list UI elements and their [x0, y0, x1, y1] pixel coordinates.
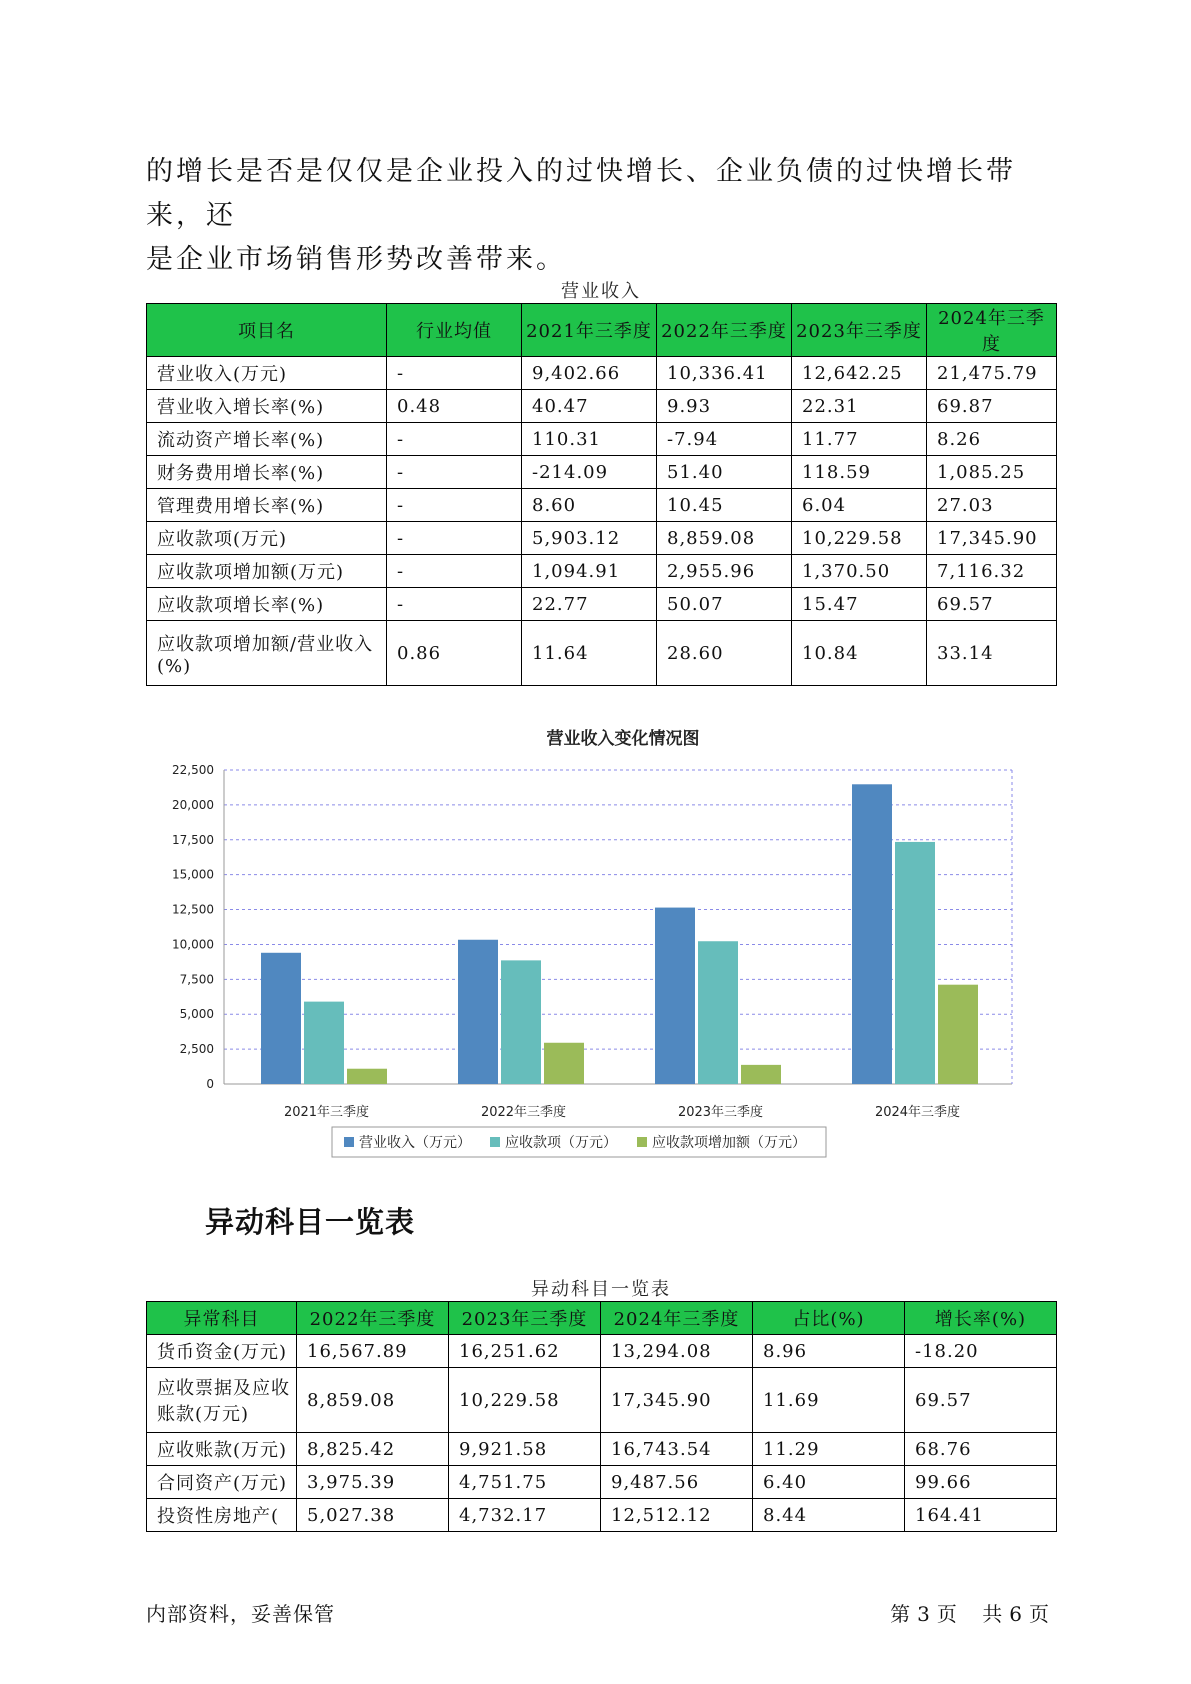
y-tick-label: 17,500: [172, 832, 214, 847]
table-cell: -214.09: [522, 456, 657, 489]
table-cell: 5,027.38: [297, 1499, 449, 1532]
table-cell: -: [387, 555, 522, 588]
table-cell: 8.44: [753, 1499, 905, 1532]
legend-swatch: [637, 1137, 647, 1147]
header-cell: 2024年三季度: [601, 1302, 753, 1335]
x-tick-label: 2024年三季度: [874, 1105, 961, 1120]
table-cell: 2,955.96: [657, 555, 792, 588]
table-cell: 财务费用增长率(%): [147, 456, 387, 489]
table-cell: 应收款项增长率(%): [147, 588, 387, 621]
footer-confidential-note: 内部资料，妥善保管: [146, 1602, 335, 1626]
header-cell: 2024年三季度: [927, 304, 1057, 357]
table-cell: 13,294.08: [601, 1335, 753, 1368]
table-cell: 21,475.79: [927, 357, 1057, 390]
table-cell: 9.93: [657, 390, 792, 423]
table-cell: 10,229.58: [792, 522, 927, 555]
table-row: [147, 390, 1057, 423]
table-cell: 应收款项(万元): [147, 522, 387, 555]
table-cell: 16,251.62: [449, 1335, 601, 1368]
table-cell: 9,921.58: [449, 1433, 601, 1466]
table-cell: 合同资产(万元): [147, 1466, 297, 1499]
table-cell: 11.77: [792, 423, 927, 456]
table-cell: 8,859.08: [297, 1368, 449, 1433]
table2-caption: 异动科目一览表: [531, 1279, 671, 1300]
table-cell: 15.47: [792, 588, 927, 621]
bar: [304, 1002, 344, 1084]
table-row: [147, 1499, 1057, 1532]
header-cell: 2021年三季度: [522, 304, 657, 357]
table-cell: 货币资金(万元): [147, 1335, 297, 1368]
header-cell: 2022年三季度: [297, 1302, 449, 1335]
table-cell: -: [387, 489, 522, 522]
bar: [544, 1043, 584, 1084]
table-cell: 22.77: [522, 588, 657, 621]
page-indicator: [887, 1598, 1053, 1627]
table-cell: -: [387, 522, 522, 555]
header-cell: 占比(%): [753, 1302, 905, 1335]
table-cell: 17,345.90: [927, 522, 1057, 555]
total-pages: 6: [1009, 1602, 1023, 1626]
table-cell: 4,751.75: [449, 1466, 601, 1499]
table-cell: 应收账款(万元): [147, 1433, 297, 1466]
table-cell: -7.94: [657, 423, 792, 456]
table-cell: 1,085.25: [927, 456, 1057, 489]
bar: [698, 941, 738, 1084]
table-cell: 33.14: [927, 621, 1057, 686]
table-cell: 6.04: [792, 489, 927, 522]
table-cell: 8,859.08: [657, 522, 792, 555]
header-cell: 异常科目: [147, 1302, 297, 1335]
intro-paragraph: [146, 150, 1066, 282]
chart-title: 营业收入变化情况图: [546, 729, 700, 749]
x-tick-label: 2023年三季度: [677, 1105, 764, 1120]
table-cell: -18.20: [905, 1335, 1057, 1368]
table-cell: 110.31: [522, 423, 657, 456]
table1-caption: 营业收入: [561, 281, 641, 302]
revenue-chart-svg: [160, 720, 1040, 1180]
table-cell: 7,116.32: [927, 555, 1057, 588]
table-row: [147, 456, 1057, 489]
bar: [741, 1065, 781, 1084]
y-tick-label: 2,500: [179, 1042, 214, 1057]
page-mid: 页: [936, 1602, 958, 1626]
total-suffix: 页: [1029, 1602, 1050, 1626]
table-cell: 118.59: [792, 456, 927, 489]
table-row: [147, 357, 1057, 390]
header-cell: 行业均值: [387, 304, 522, 357]
table-cell: 9,402.66: [522, 357, 657, 390]
bar: [261, 953, 301, 1084]
y-tick-label: 12,500: [172, 902, 214, 917]
table-cell: 16,743.54: [601, 1433, 753, 1466]
table-header-row: [147, 304, 1057, 357]
table-cell: 69.57: [905, 1368, 1057, 1433]
x-tick-label: 2022年三季度: [480, 1105, 567, 1120]
table-row: [147, 1466, 1057, 1499]
bar: [938, 985, 978, 1084]
table-cell: 68.76: [905, 1433, 1057, 1466]
table-cell: 3,975.39: [297, 1466, 449, 1499]
table-row: [147, 489, 1057, 522]
total-prefix: 共: [982, 1602, 1004, 1626]
table-cell: -: [387, 423, 522, 456]
table-row: [147, 423, 1057, 456]
table-cell: 4,732.17: [449, 1499, 601, 1532]
table-cell: 22.31: [792, 390, 927, 423]
table-cell: 8,825.42: [297, 1433, 449, 1466]
legend-swatch: [344, 1137, 354, 1147]
y-tick-label: 20,000: [172, 797, 214, 812]
table-cell: 40.47: [522, 390, 657, 423]
table-cell: 99.66: [905, 1466, 1057, 1499]
table-row: [147, 588, 1057, 621]
section-title: 异动科目一览表: [205, 1205, 416, 1239]
table-cell: 1,370.50: [792, 555, 927, 588]
y-tick-label: 7,500: [179, 972, 214, 987]
table-cell: 应收款项增加额/营业收入(%): [147, 621, 387, 686]
header-cell: 2022年三季度: [657, 304, 792, 357]
table-cell: 5,903.12: [522, 522, 657, 555]
table-cell: 10,336.41: [657, 357, 792, 390]
y-tick-label: 22,500: [172, 763, 214, 777]
table-cell: 27.03: [927, 489, 1057, 522]
table-cell: -: [387, 588, 522, 621]
page-number: 3: [917, 1602, 931, 1626]
table-cell: 8.96: [753, 1335, 905, 1368]
table-cell: 0.86: [387, 621, 522, 686]
header-cell: 增长率(%): [905, 1302, 1057, 1335]
page-prefix: 第: [890, 1602, 912, 1626]
table-row: [147, 522, 1057, 555]
bar: [501, 960, 541, 1084]
table-cell: 10,229.58: [449, 1368, 601, 1433]
table-cell: 69.57: [927, 588, 1057, 621]
table-cell: 11.69: [753, 1368, 905, 1433]
bar: [852, 784, 892, 1084]
table-cell: 28.60: [657, 621, 792, 686]
table-cell: 投资性房地产(: [147, 1499, 297, 1532]
header-cell: 2023年三季度: [792, 304, 927, 357]
table-cell: 营业收入(万元): [147, 357, 387, 390]
table-cell: 0.48: [387, 390, 522, 423]
bar: [458, 940, 498, 1084]
table-cell: 12,512.12: [601, 1499, 753, 1532]
intro-line-1: 的增长是否是仅仅是企业投入的过快增长、企业负债的过快增长带来，还: [146, 156, 1016, 231]
y-tick-label: 10,000: [172, 937, 214, 952]
table-row: [147, 1433, 1057, 1466]
table-cell: 营业收入增长率(%): [147, 390, 387, 423]
table-row: [147, 621, 1057, 686]
table-cell: 9,487.56: [601, 1466, 753, 1499]
header-cell: 项目名: [147, 304, 387, 357]
y-tick-label: 15,000: [172, 867, 214, 882]
table-cell: 16,567.89: [297, 1335, 449, 1368]
table-cell: 69.87: [927, 390, 1057, 423]
table-cell: 11.64: [522, 621, 657, 686]
table-cell: -: [387, 456, 522, 489]
bar: [895, 842, 935, 1084]
table-cell: 8.26: [927, 423, 1057, 456]
table-cell: 51.40: [657, 456, 792, 489]
y-tick-label: 0: [206, 1077, 214, 1091]
table-row: [147, 1368, 1057, 1433]
abnormal-items-table: [146, 1301, 1057, 1532]
table-cell: 17,345.90: [601, 1368, 753, 1433]
table-cell: 应收款项增加额(万元): [147, 555, 387, 588]
table-cell: 管理费用增长率(%): [147, 489, 387, 522]
table-cell: 流动资产增长率(%): [147, 423, 387, 456]
bar: [655, 908, 695, 1084]
y-tick-label: 5,000: [179, 1007, 214, 1022]
legend-swatch: [490, 1137, 500, 1147]
bar: [347, 1069, 387, 1084]
table-cell: 1,094.91: [522, 555, 657, 588]
intro-line-2: 是企业市场销售形势改善带来。: [146, 244, 566, 275]
table-cell: 10.45: [657, 489, 792, 522]
revenue-table: [146, 303, 1057, 686]
table-cell: 8.60: [522, 489, 657, 522]
table-row: [147, 1335, 1057, 1368]
table-cell: 50.07: [657, 588, 792, 621]
table-cell: 164.41: [905, 1499, 1057, 1532]
legend-label: 应收款项（万元）: [505, 1135, 617, 1151]
header-cell: 2023年三季度: [449, 1302, 601, 1335]
x-tick-label: 2021年三季度: [283, 1105, 370, 1120]
table-cell: -: [387, 357, 522, 390]
table-cell: 12,642.25: [792, 357, 927, 390]
legend-label: 营业收入（万元）: [359, 1135, 471, 1151]
table-row: [147, 555, 1057, 588]
table-cell: 10.84: [792, 621, 927, 686]
table-header-row: [147, 1302, 1057, 1335]
legend-label: 应收款项增加额（万元）: [652, 1135, 806, 1151]
table-cell: 6.40: [753, 1466, 905, 1499]
revenue-chart: [160, 720, 1040, 1180]
table-cell: 11.29: [753, 1433, 905, 1466]
table-cell: 应收票据及应收账款(万元): [147, 1368, 297, 1433]
